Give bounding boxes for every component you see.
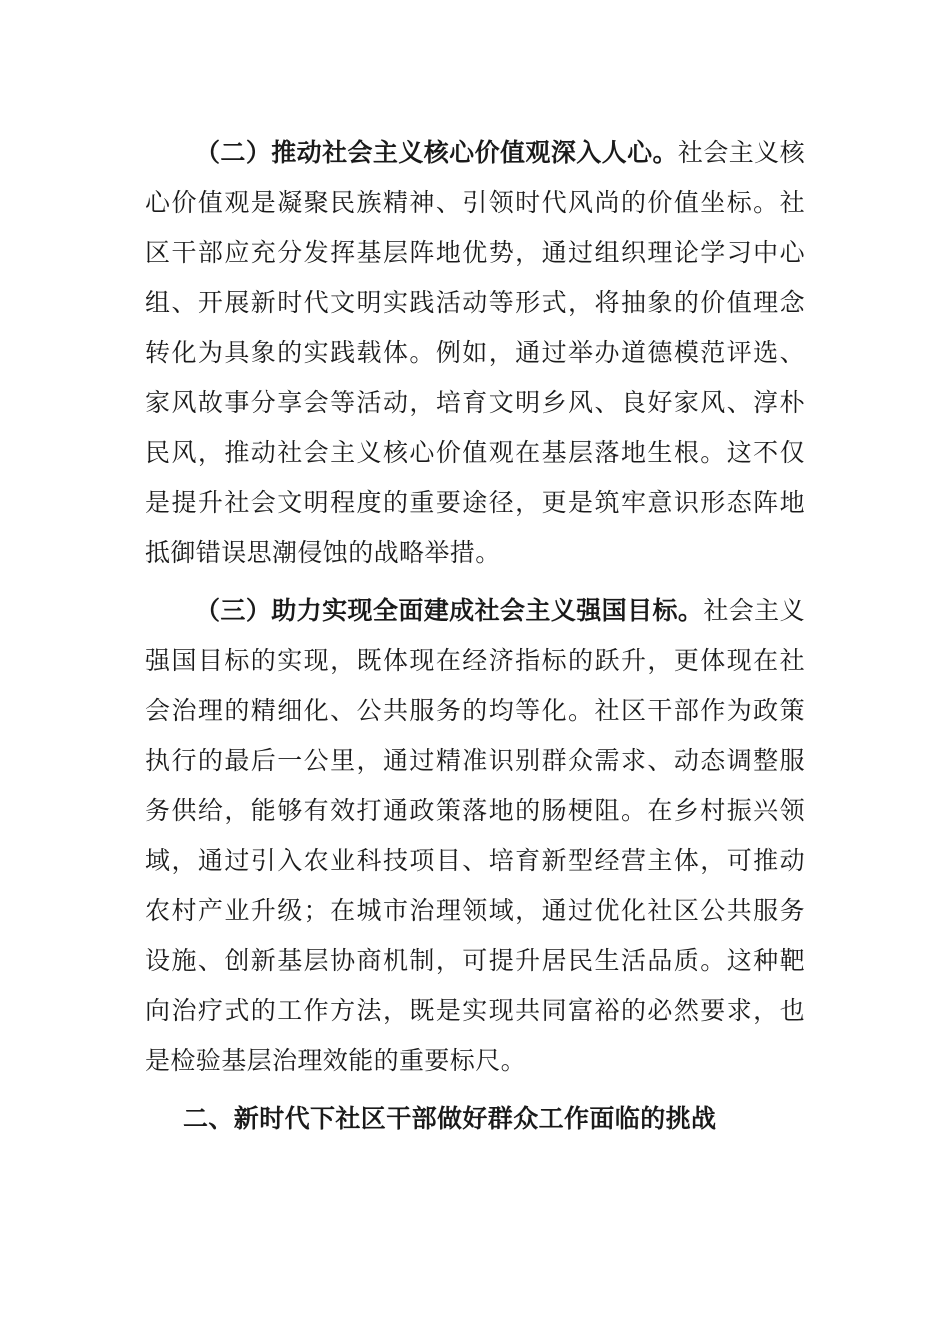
paragraph-strong-nation bbox=[145, 586, 805, 1086]
paragraph-body-text: 社会主义核心价值观是凝聚民族精神、引领时代风尚的价值坐标。社区干部应充分发挥基层阵地优势，通过组织理论学习中心组、开展新时代文明实践活动等形式，将抽象的价值理念转化为具象的实践载体。例如，通过举办道德模范评选、家风故事分享会等活动，培育文明乡风、良好家风、淳朴民风，推动社会主义核心价值观在基层落地生根。这不仅是提升社会文明程度的重要途径，更是筑牢意识形态阵地抵御错误思潮侵蚀的战略举措。 bbox=[145, 138, 805, 567]
paragraph-lead-heading: （三）助力实现全面建成社会主义强国目标。 bbox=[195, 596, 704, 625]
paragraph-body-text: 社会主义强国目标的实现，既体现在经济指标的跃升，更体现在社会治理的精细化、公共服务的均等化。社区干部作为政策执行的最后一公里，通过精准识别群众需求、动态调整服务供给，能够有效打通政策落地的肠梗阻。在乡村振兴领域，通过引入农业科技项目、培育新型经营主体，可推动农村产业升级；在城市治理领域，通过优化社区公共服务设施、创新基层协商机制，可提升居民生活品质。这种靶向治疗式的工作方法，既是实现共同富裕的必然要求，也是检验基层治理效能的重要标尺。 bbox=[145, 596, 805, 1075]
section-heading: 二、新时代下社区干部做好群众工作面临的挑战 bbox=[183, 1104, 717, 1133]
paragraph-lead-heading: （二）推动社会主义核心价值观深入人心。 bbox=[195, 138, 678, 167]
paragraph-core-values bbox=[145, 128, 805, 578]
document-page bbox=[145, 128, 805, 1144]
